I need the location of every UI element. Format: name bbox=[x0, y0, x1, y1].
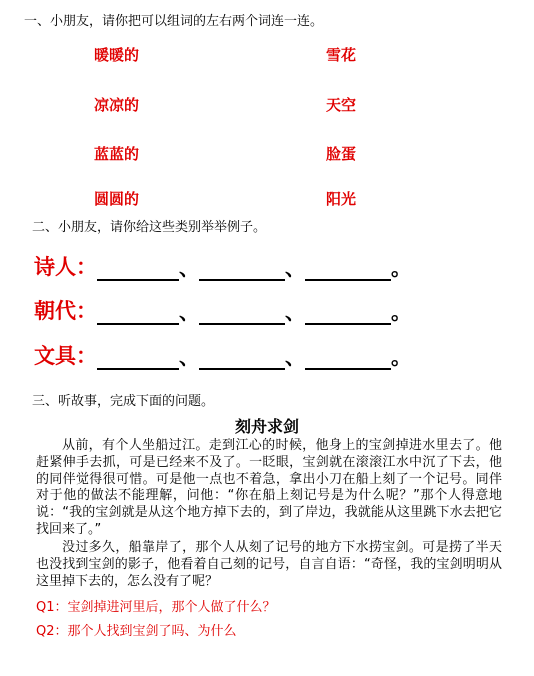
row-label: 朝代： bbox=[34, 298, 97, 323]
period: 。 bbox=[391, 300, 411, 324]
left-word-1: 暖暖的 bbox=[94, 46, 140, 64]
question-2: Q2：那个人找到宝剑了吗、为什么 bbox=[36, 624, 237, 639]
separator: 、 bbox=[285, 256, 305, 280]
period: 。 bbox=[391, 256, 411, 280]
example-row-dynasties bbox=[34, 295, 411, 325]
period: 。 bbox=[391, 345, 411, 369]
story-paragraph-2: 没过多久，船靠岸了，那个人从刻了记号的地方下水捞宝剑。可是捞了半天也没找到宝剑的影子，他看着自己刻的记号，自言自语：“奇怪，我的宝剑明明从这里掉下去的，怎么没有了呢？ bbox=[36, 540, 502, 589]
answer-blank[interactable] bbox=[305, 346, 391, 370]
section2-title: 二、小朋友，请你给这些类别举举例子。 bbox=[32, 220, 267, 235]
answer-blank[interactable] bbox=[97, 257, 179, 281]
answer-blank[interactable] bbox=[199, 301, 285, 325]
section1-title: 一、小朋友，请你把可以组词的左右两个词连一连。 bbox=[24, 14, 324, 29]
separator: 、 bbox=[285, 345, 305, 369]
separator: 、 bbox=[285, 300, 305, 324]
right-word-4: 阳光 bbox=[326, 190, 357, 208]
section3-title: 三、听故事，完成下面的问题。 bbox=[32, 394, 215, 409]
separator: 、 bbox=[179, 345, 199, 369]
answer-blank[interactable] bbox=[199, 346, 285, 370]
story-paragraph-1: 从前，有个人坐船过江。走到江心的时候，他身上的宝剑掉进水里去了。他赶紧伸手去抓，可是已经来不及了。一眨眼，宝剑就在滚滚江水中沉了下去，他的同伴觉得很可惜。可是他一点也不着急，拿出小刀在船上刻了一个记号。同伴对于他的做法不能理解，问他：“你在船上刻记号是为什么呢？”那个人得意地说：“我的宝剑就是从这个地方掉下去的，到了岸边，我就能从这里跳下水去把它找回来了。” bbox=[36, 438, 502, 537]
question-1: Q1：宝剑掉进河里后，那个人做了什么？ bbox=[36, 600, 276, 615]
separator: 、 bbox=[179, 256, 199, 280]
answer-blank[interactable] bbox=[305, 301, 391, 325]
example-row-stationery bbox=[34, 340, 411, 370]
row-label: 文具： bbox=[34, 343, 97, 368]
example-row-poets bbox=[34, 251, 411, 281]
left-word-3: 蓝蓝的 bbox=[94, 145, 140, 163]
right-word-2: 天空 bbox=[326, 96, 357, 114]
separator: 、 bbox=[179, 300, 199, 324]
row-label: 诗人： bbox=[34, 254, 97, 279]
left-word-2: 凉凉的 bbox=[94, 96, 140, 114]
story-title: 刻舟求剑 bbox=[234, 417, 299, 436]
right-word-3: 脸蛋 bbox=[326, 145, 357, 163]
answer-blank[interactable] bbox=[97, 346, 179, 370]
right-word-1: 雪花 bbox=[326, 46, 357, 64]
answer-blank[interactable] bbox=[305, 257, 391, 281]
answer-blank[interactable] bbox=[97, 301, 179, 325]
answer-blank[interactable] bbox=[199, 257, 285, 281]
left-word-4: 圆圆的 bbox=[94, 190, 140, 208]
